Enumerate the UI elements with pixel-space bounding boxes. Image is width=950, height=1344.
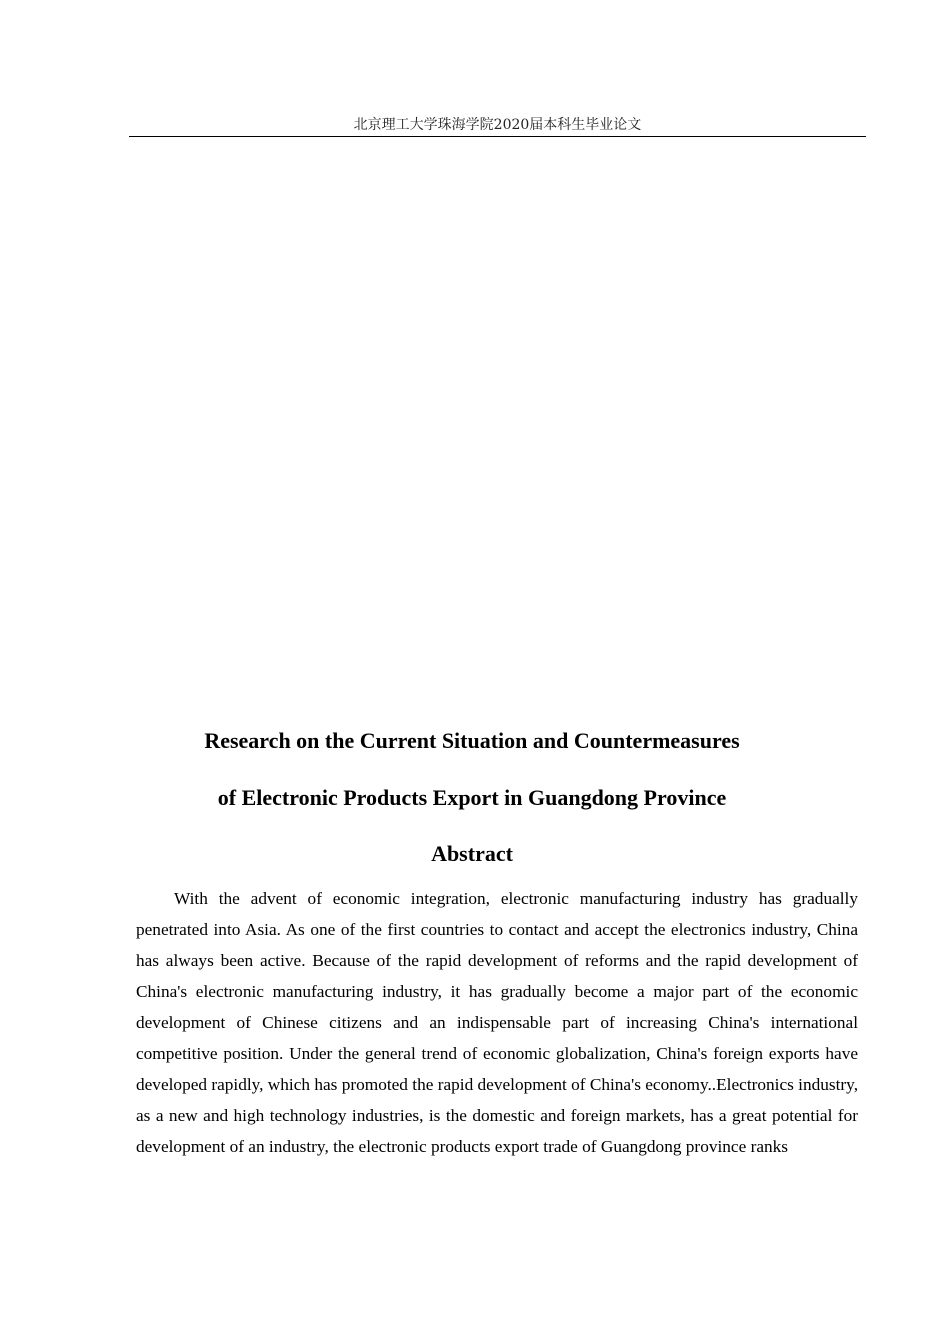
- thesis-title-line-2: of Electronic Products Export in Guangdong Province: [217, 785, 727, 810]
- abstract-body: With the advent of economic integration, electronic manufacturing industry has gradually penetrated into Asia. As one of the first countries to contact and accept the electronics industry, China has always been active. Because of the rapid development of reforms and the rapid development of China's electronic manufacturing industry, it has gradually become a major part of the economic development of Chinese citizens and an indispensable part of increasing China's international competitive position. Under the general trend of economic globalization, China's foreign exports have developed rapidly, which has promoted the rapid development of China's economy..Electronics industry, as a new and high technology industries, is the domestic and foreign markets, has a great potential for development of an industry, the electronic products export trade of Guangdong province ranks: [136, 889, 859, 1156]
- page-header: 北京理工大学珠海学院2020届本科生毕业论文: [129, 116, 866, 137]
- abstract-heading: Abstract: [431, 841, 513, 866]
- thesis-title-line-1: Research on the Current Situation and Countermeasures: [204, 728, 740, 753]
